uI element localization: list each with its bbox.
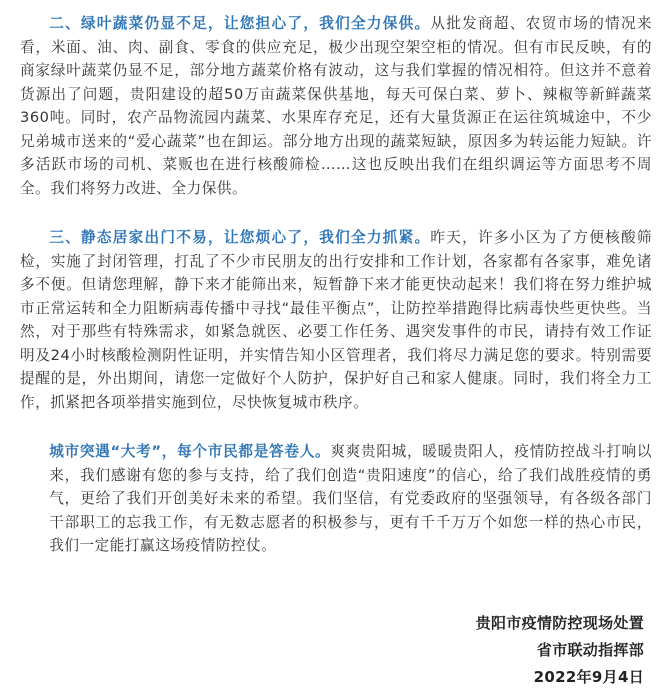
paragraph-lead: 二、绿叶蔬菜仍显不足，让您担心了，我们全力保供。 — [49, 15, 431, 32]
paragraph-vegetable-supply — [20, 12, 652, 200]
signature-org-line1: 贵阳市疫情防控现场处置 — [475, 614, 644, 632]
paragraph-home-quarantine — [20, 226, 652, 414]
signature-block — [476, 610, 644, 691]
paragraph-body: 从批发商超、农贸市场的情况来看，米面、油、肉、副食、零食的供应充足，极少出现空架空柜的情况。但有市民反映，有的商家绿叶蔬菜仍显不足，部分地方蔬菜价格有波动，这与我们掌握的情况相符。但这并不意着货源出了问题，贵阳建设的超50万亩蔬菜保供基地，每天可保白菜、萝卜、辣椒等新鲜蔬菜360吨。同时，农产品物流园内蔬菜、水果库存充足，还有大量货源正在运往筑城途中，不少兄弟城市送来的“爱心蔬菜”也在卸运。部分地方出现的蔬菜短缺，原因多为转运能力短缺。许多活跃市场的司机、菜贩也在进行核酸筛检……这也反映出我们在组织调运等方面思考不周全。我们将努力改进、全力保供。 — [20, 15, 653, 197]
signature-org-line2: 省市联动指挥部 — [536, 641, 644, 659]
paragraph-body: 昨天，许多小区为了方便核酸筛检，实施了封闭管理，打乱了不少市民朋友的出行安排和工作计划，各家都有各家事，难免诸多不便。但请您理解，静下来才能筛出来，短暂静下来才能更快动起来！我们将在努力维护城市正常运转和全力阻断病毒传播中寻找“最佳平衡点”，让防控举措跑得比病毒快些更快些。当然，对于那些有特殊需求，如紧急就医、必要工作任务、遇突发事件的市民，请持有效工作证明及24小时核酸检测阴性证明，并实情告知小区管理者，我们将尽力满足您的要求。特别需要提醒的是，外出期间，请您一定做好个人防护，保护好自己和家人健康。同时，我们将全力工作，抓紧把各项举措实施到位，尽快恢复城市秩序。 — [20, 229, 653, 411]
signature-date: 2022年9月4日 — [533, 668, 644, 686]
paragraph-lead: 城市突遇“大考”，每个市民都是答卷人。 — [49, 443, 331, 460]
paragraph-body: 爽爽贵阳城，暖暖贵阳人，疫情防控战斗打响以来，我们感谢有您的参与支持，给了我们创造“贵阳速度”的信心，给了我们战胜疫情的勇气，更给了我们开创美好未来的希望。我们坚信，有党委政府的坚强领导，有各级各部门干部职工的忘我工作，有无数志愿者的积极参与，更有千千万万个如您一样的热心市民，我们一定能打赢这场疫情防控仗。 — [49, 443, 652, 554]
paragraph-lead: 三、静态居家出门不易，让您烦心了，我们全力抓紧。 — [49, 229, 431, 246]
paragraph-closing — [20, 440, 652, 558]
